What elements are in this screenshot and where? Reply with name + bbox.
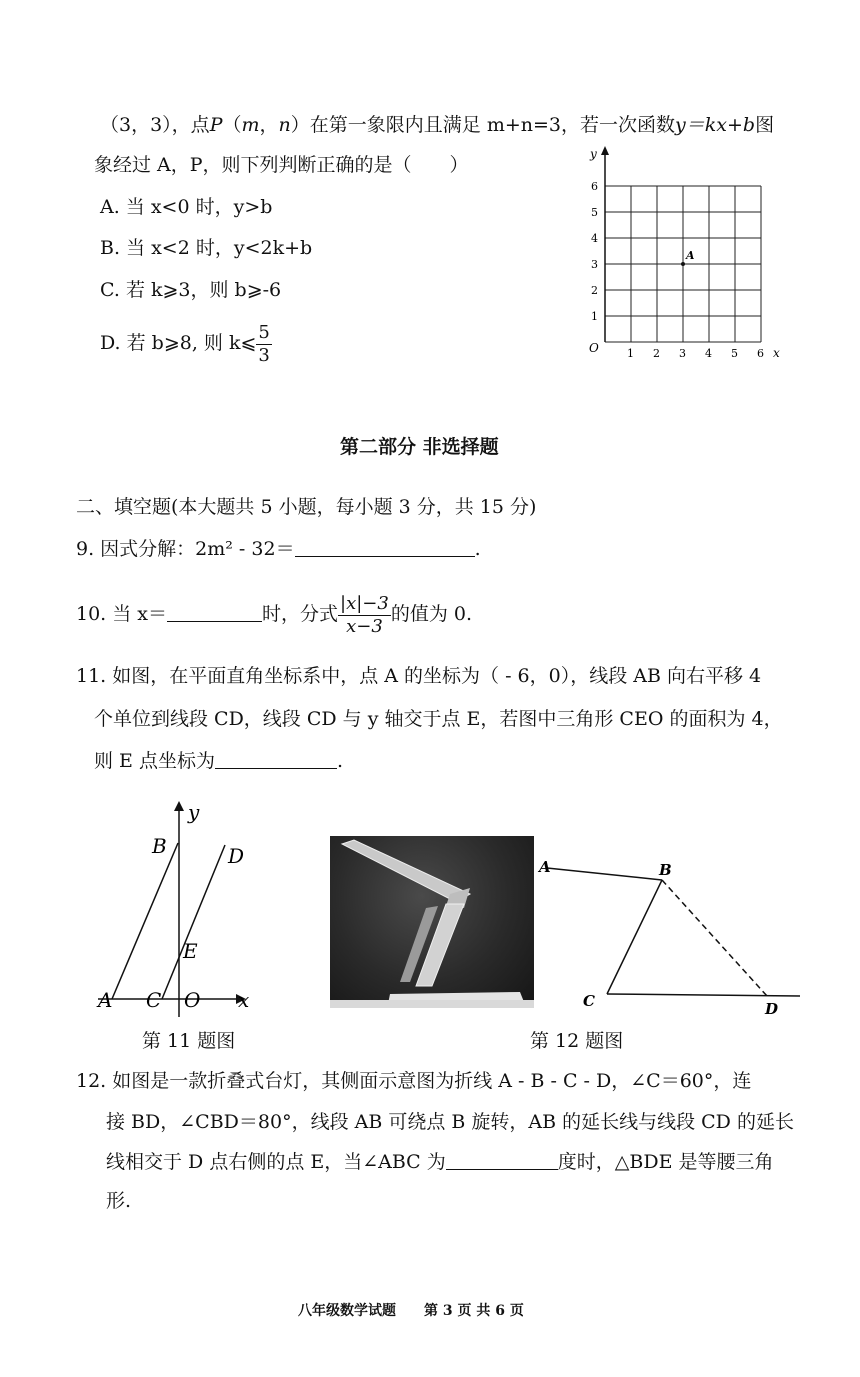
part2-header: 二、填空题(本大题共 5 小题，每小题 3 分，共 15 分) [76, 496, 537, 518]
fig12-label-a: A [539, 858, 551, 876]
fig12-segment-cd [607, 994, 800, 996]
q12-line3: 线相交于 D 点右侧的点 E，当∠ABC 为 度时，△BDE 是等腰三角 [106, 1151, 774, 1173]
fig11-caption: 第 11 题图 [142, 1030, 236, 1052]
fig12-segment-bc [607, 880, 662, 994]
coordinate-grid-figure [575, 142, 795, 367]
figure-12 [535, 850, 805, 1025]
grid-x-label: x [773, 346, 780, 360]
q12-line4: 形. [106, 1190, 132, 1212]
grid-x-tick-label: 4 [705, 347, 712, 360]
grid-y-label: y [590, 147, 597, 161]
q8-option-d: D. 若 b⩾8, 则 k⩽ $\frac{5}{3}$ [100, 321, 270, 366]
fig11-label-c: C [146, 988, 162, 1012]
q12-line1: 12. 如图是一款折叠式台灯，其侧面示意图为折线 A - B - C - D，∠C＝60°，连 [76, 1070, 752, 1092]
grid-y-tick-label: 4 [591, 232, 598, 245]
fig12-segment-ab [547, 868, 662, 880]
grid-origin-label: O [589, 341, 599, 355]
q12-answer-blank[interactable] [446, 1149, 558, 1170]
fig11-label-o: O [184, 988, 201, 1012]
q8-option-b: B. 当 x<2 时，y<2k+b [100, 237, 313, 259]
grid-x-tick-label: 5 [731, 347, 738, 360]
fig12-caption: 第 12 题图 [530, 1030, 624, 1052]
fig11-label-y: y [188, 800, 200, 824]
q8-line2: 象经过 A，P，则下列判断正确的是（ ） [94, 154, 469, 176]
q9-answer-blank[interactable] [295, 536, 475, 557]
fig11-label-b: B [152, 834, 167, 858]
page-footer: 八年级数学试题 第 3 页 共 6 页 [298, 1303, 524, 1319]
grid-y-arrow-icon [601, 146, 609, 155]
fig12-label-b: B [659, 861, 672, 879]
fig12-segment-bd [662, 880, 767, 996]
grid-x-tick-label: 3 [679, 347, 686, 360]
fig11-label-a: A [98, 988, 113, 1012]
q10: 10. 当 x＝ 时，分式 $\frac{|x|-3}{x-3}$ 的值为 0. [76, 592, 473, 637]
fig11-segment-ab [112, 843, 178, 999]
fig11-segment-cd [162, 845, 225, 999]
section-title: 第二部分 非选择题 [340, 436, 499, 458]
grid-y-tick-label: 6 [591, 180, 598, 193]
grid-y-tick-label: 3 [591, 258, 598, 271]
fig11-y-arrow-icon [174, 801, 184, 811]
grid-x-tick-label: 2 [653, 347, 660, 360]
q9: 9. 因式分解：2m² - 32＝ . [76, 538, 481, 560]
q10-answer-blank[interactable] [167, 601, 262, 622]
fig12-label-c: C [583, 992, 595, 1010]
q8-option-a: A. 当 x<0 时，y>b [100, 196, 273, 218]
fig11-label-d: D [228, 844, 245, 868]
grid-point-a-label: A [686, 249, 695, 262]
grid-x-tick-label: 6 [757, 347, 764, 360]
fig11-label-x: x [238, 988, 250, 1012]
figure-11 [90, 795, 265, 1025]
q11-answer-blank[interactable] [215, 748, 337, 769]
grid-point-a [681, 262, 685, 266]
grid-y-tick-label: 1 [591, 310, 598, 323]
fig11-label-e: E [183, 939, 198, 963]
q12-line2: 接 BD，∠CBD＝80°，线段 AB 可绕点 B 旋转，AB 的延长线与线段 CD 的延长 [106, 1111, 794, 1133]
grid-x-tick-label: 1 [627, 347, 634, 360]
q11-line2: 个单位到线段 CD，线段 CD 与 y 轴交于点 E，若图中三角形 CEO 的面积为 4， [94, 708, 783, 730]
grid-y-tick-label: 2 [591, 284, 598, 297]
desk-lamp-photo [330, 836, 534, 1008]
q11-line3: 则 E 点坐标为 . [94, 750, 343, 772]
q8-option-c: C. 若 k⩾3，则 b⩾-6 [100, 279, 282, 301]
q11-line1: 11. 如图，在平面直角坐标系中，点 A 的坐标为（ - 6，0），线段 AB 向右平移 4 [76, 665, 762, 687]
q8-line1: （3，3），点P（m，n）在第一象限内且满足 m+n=3，若一次函数y＝kx+b图 [100, 114, 775, 136]
grid-y-tick-label: 5 [591, 206, 598, 219]
fig12-label-d: D [765, 1000, 779, 1018]
